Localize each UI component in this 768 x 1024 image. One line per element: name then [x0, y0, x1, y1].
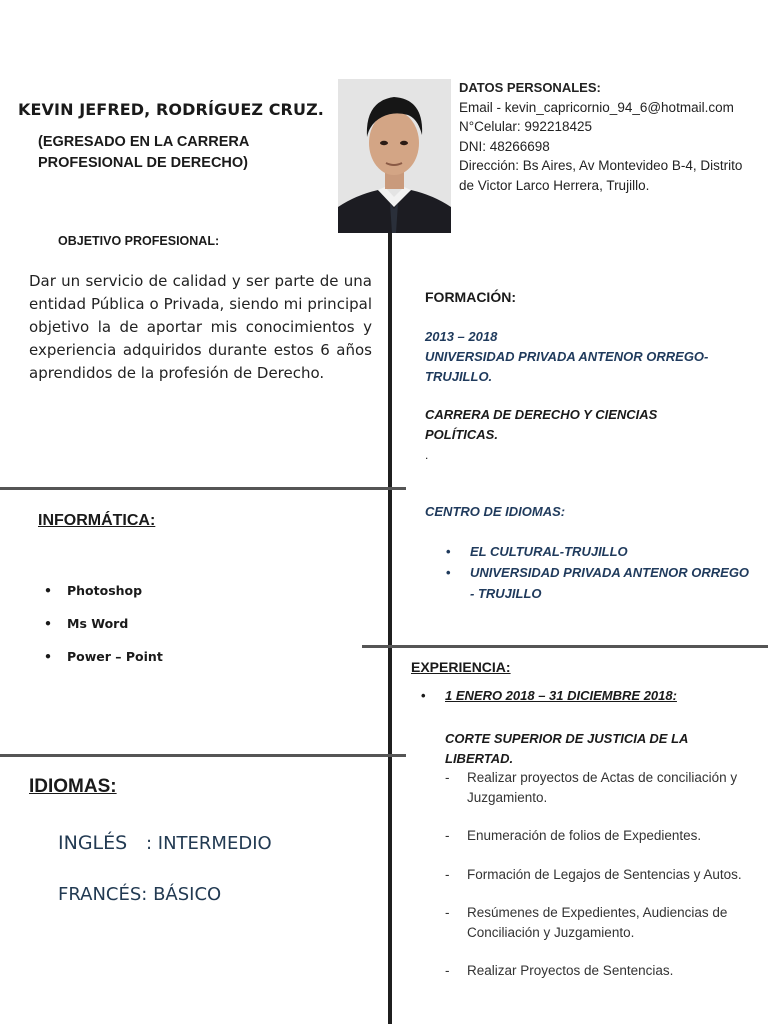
email-text: Email - kevin_capricornio_94_6@hotmail.com: [459, 99, 734, 115]
career-line-2: POLÍTICAS.: [425, 427, 498, 442]
vertical-divider: [388, 232, 392, 1024]
organization-line-1: CORTE SUPERIOR DE JUSTICIA DE LA: [445, 731, 689, 746]
personal-data: [459, 78, 742, 195]
formation-career: [425, 405, 745, 445]
phone-text: N°Celular: 992218425: [459, 119, 592, 134]
organization-line-2: LIBERTAD.: [445, 751, 514, 766]
english-label: INGLÉS: [58, 832, 128, 854]
experience-date: [421, 688, 677, 703]
list-item: - Realizar proyectos de Actas de conciliación y Juzgamiento.: [442, 768, 762, 807]
list-item: • Ms Word: [44, 616, 163, 649]
personal-data-title: DATOS PERSONALES:: [459, 80, 601, 95]
dni-text: DNI: 48266698: [459, 138, 550, 154]
list-item: - Enumeración de folios de Expedientes.: [442, 826, 762, 846]
address-line-1: Dirección: Bs Aires, Av Montevideo B-4, Distrito: [459, 158, 743, 173]
experience-bullet: •: [421, 688, 426, 703]
subtitle-line-1: (EGRESADO EN LA CARRERA: [38, 134, 250, 150]
experience-title: EXPERIENCIA:: [411, 659, 511, 675]
informatics-list: [44, 583, 163, 682]
french-label: FRANCÉS:: [58, 884, 148, 905]
list-item: • Power – Point: [44, 649, 163, 682]
language-english: [58, 832, 272, 854]
english-level: : INTERMEDIO: [146, 833, 272, 854]
formation-title: FORMACIÓN:: [425, 289, 516, 305]
subtitle-line-2: PROFESIONAL DE DERECHO): [38, 155, 249, 171]
list-item: • UNIVERSIDAD PRIVADA ANTENOR ORREGO - TRUJILLO: [446, 562, 750, 604]
language-french: [58, 884, 221, 905]
formation-years: 2013 – 2018: [425, 329, 498, 344]
divider-experience: [362, 645, 768, 648]
profile-photo: [338, 79, 451, 233]
university-line-2: TRUJILLO.: [425, 369, 493, 384]
candidate-name: KEVIN JEFRED, RODRÍGUEZ CRUZ.: [18, 100, 324, 119]
career-line-1: CARRERA DE DERECHO Y CIENCIAS: [425, 407, 658, 422]
language-center-list: [446, 541, 750, 604]
experience-tasks: [442, 768, 762, 1000]
divider-languages: [0, 754, 406, 757]
formation-dot: .: [425, 448, 429, 462]
candidate-subtitle: [38, 132, 249, 174]
portrait-illustration: [338, 79, 451, 233]
informatics-title: INFORMÁTICA:: [38, 512, 156, 529]
language-center-title: CENTRO DE IDIOMAS:: [425, 504, 566, 519]
list-item: - Formación de Legajos de Sentencias y Autos.: [442, 865, 762, 885]
experience-organization: [445, 729, 745, 769]
divider-informatics: [0, 487, 406, 490]
university-line-1: UNIVERSIDAD PRIVADA ANTENOR ORREGO-: [425, 349, 709, 364]
list-item: - Realizar Proyectos de Sentencias.: [442, 961, 762, 981]
list-item: • Photoshop: [44, 583, 163, 616]
experience-date-text: 1 ENERO 2018 – 31 DICIEMBRE 2018:: [445, 688, 677, 703]
list-item: - Resúmenes de Expedientes, Audiencias de Conciliación y Juzgamiento.: [442, 903, 762, 942]
list-item: • EL CULTURAL-TRUJILLO: [446, 541, 750, 562]
formation-university: [425, 327, 745, 387]
address-line-2: de Victor Larco Herrera, Trujillo.: [459, 177, 650, 193]
languages-title: IDIOMAS:: [29, 776, 117, 797]
french-level: BÁSICO: [147, 884, 222, 905]
objective-text: Dar un servicio de calidad y ser parte de una entidad Pública o Privada, siendo mi principal objetivo la de aportar mis conocimientos y experiencia adquiridos durante estos 6 años aprendidos de la profesión de Derecho.: [29, 272, 372, 382]
objective-title: OBJETIVO PROFESIONAL:: [58, 234, 220, 248]
